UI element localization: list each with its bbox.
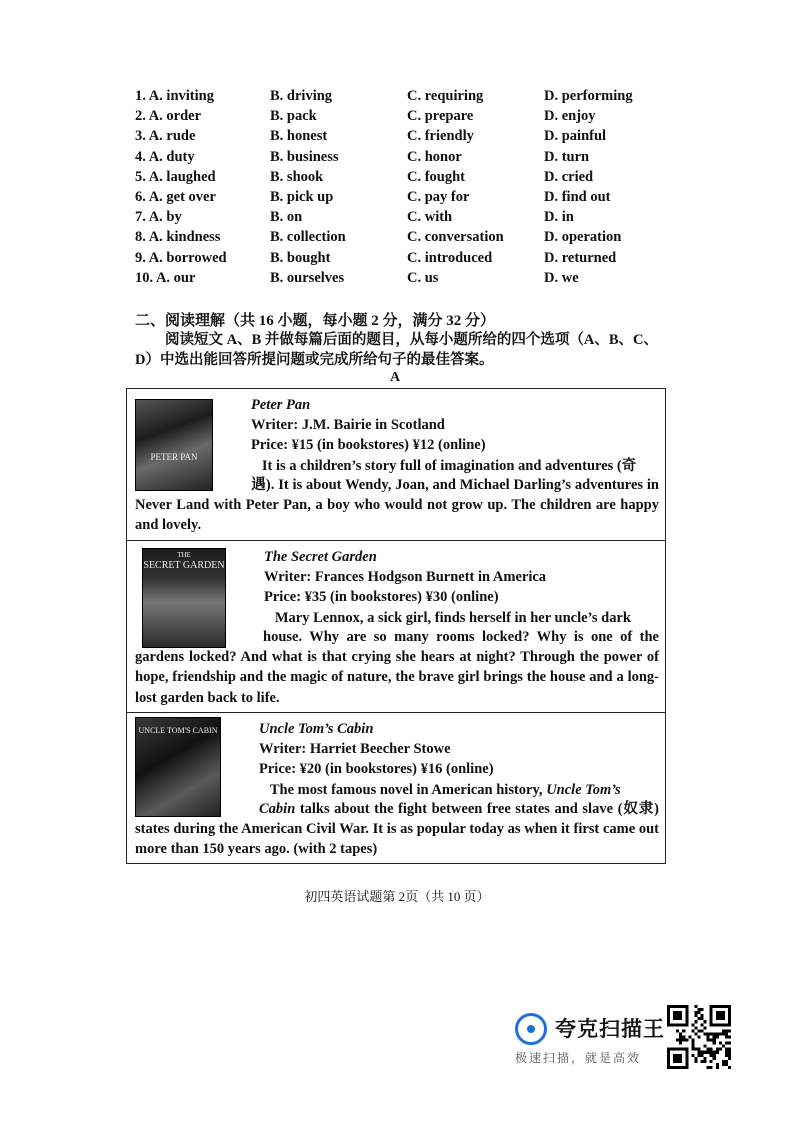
- option-choice: B. bought: [270, 249, 331, 266]
- option-choice: D. find out: [544, 188, 611, 205]
- option-choice: C. conversation: [407, 229, 504, 246]
- option-choice: D. we: [544, 269, 579, 286]
- option-choice: 8. A. kindness: [135, 229, 221, 246]
- brand-tagline: 极速扫描，就是高效: [515, 1051, 642, 1065]
- desc-line: Mary Lennox, a sick girl, finds herself in her uncle’s dark: [274, 609, 631, 626]
- option-choice: C. fought: [407, 168, 466, 185]
- cover-title: SECRET GARDEN: [143, 560, 225, 571]
- option-choice: D. turn: [544, 148, 590, 165]
- option-choice: C. prepare: [407, 108, 474, 125]
- question-option-row: [135, 88, 695, 108]
- option-choice: B. honest: [270, 128, 328, 145]
- book-table: [126, 388, 666, 864]
- cover-small-text: THE: [177, 551, 191, 559]
- option-choice: 7. A. by: [135, 209, 182, 226]
- book-description: [135, 627, 659, 708]
- quark-logo-icon: [515, 1013, 547, 1045]
- option-choice: C. us: [407, 269, 439, 286]
- option-choice: C. friendly: [407, 128, 474, 145]
- option-choice: B. business: [270, 148, 339, 165]
- desc-line: It is a children’s story full of imagination and adventures (奇: [261, 457, 637, 474]
- desc-inline-title: Cabin: [259, 801, 296, 817]
- option-choice: 1. A. inviting: [135, 88, 214, 104]
- option-choice: B. ourselves: [270, 269, 345, 286]
- question-option-row: [135, 270, 695, 290]
- question-option-row: [135, 128, 695, 148]
- option-choice: 4. A. duty: [135, 148, 195, 165]
- desc-body: house. Why are so many rooms locked? Why is one of the gardens locked? And what is that crying she hears at night? Through the power of hope, friendship and the magic of nature, the brave girl brings the house and a long-lost garden back to life.: [135, 629, 659, 706]
- option-choice: B. collection: [270, 229, 346, 246]
- book-info: [264, 547, 659, 628]
- question-option-row: [135, 108, 695, 128]
- book-description: [135, 475, 659, 536]
- option-choice: 5. A. laughed: [135, 168, 216, 185]
- book-desc-first-line: [259, 780, 659, 800]
- book-entry-secret-garden: [127, 541, 665, 713]
- answer-options: [135, 88, 695, 290]
- book-title: The Secret Garden: [264, 549, 377, 565]
- question-option-row: [135, 250, 695, 270]
- book-price: Price: ¥20 (in bookstores) ¥16 (online): [259, 761, 494, 778]
- option-choice: 2. A. order: [135, 108, 202, 125]
- section-heading: 二、阅读理解（共 16 小题，每小题 2 分，满分 32 分）: [135, 313, 496, 329]
- cover-title: UNCLE TOM'S CABIN: [138, 726, 218, 735]
- book-title: Uncle Tom’s Cabin: [259, 721, 374, 737]
- option-choice: D. operation: [544, 229, 622, 246]
- option-choice: 3. A. rude: [135, 128, 196, 145]
- page-footer: 初四英语试题第 2页（共 10 页）: [304, 889, 490, 904]
- question-option-row: [135, 229, 695, 249]
- brand-name: 夸克扫描王: [555, 1017, 665, 1041]
- question-option-row: [135, 149, 695, 169]
- book-title: Peter Pan: [251, 397, 311, 413]
- option-choice: B. on: [270, 209, 303, 226]
- option-choice: B. pick up: [270, 188, 334, 205]
- option-choice: B. pack: [270, 108, 317, 125]
- option-choice: D. cried: [544, 168, 594, 185]
- book-writer: Writer: Frances Hodgson Burnett in America: [264, 569, 547, 586]
- book-info: [259, 719, 659, 800]
- desc-line: The most famous novel in American history,: [269, 781, 547, 798]
- option-choice: C. honor: [407, 148, 462, 165]
- option-choice: C. with: [407, 209, 453, 226]
- option-choice: D. enjoy: [544, 108, 596, 125]
- book-price: Price: ¥35 (in bookstores) ¥30 (online): [264, 589, 499, 606]
- option-choice: C. pay for: [407, 188, 470, 205]
- option-choice: B. driving: [270, 88, 333, 104]
- option-choice: 6. A. get over: [135, 188, 216, 205]
- option-choice: D. painful: [544, 128, 607, 145]
- option-choice: D. performing: [544, 88, 633, 104]
- book-writer: Writer: Harriet Beecher Stowe: [259, 741, 451, 758]
- book-entry-uncle-toms-cabin: [127, 713, 665, 863]
- passage-label: A: [390, 370, 401, 385]
- desc-body: talks about the fight between free states and slave (奴隶) states during the American Civil War. It is as popular today as when it first came out more than 150 years ago. (with 2 tapes): [135, 801, 659, 858]
- option-choice: D. in: [544, 209, 574, 226]
- option-choice: 10. A. our: [135, 269, 196, 286]
- book-writer: Writer: J.M. Bairie in Scotland: [251, 417, 445, 434]
- option-choice: D. returned: [544, 249, 617, 266]
- desc-body: 遇). It is about Wendy, Joan, and Michael Darling’s adventures in Never Land with Peter Pan, a boy who would not grow up. The children are happy and lovely.: [135, 477, 659, 534]
- section-instructions: 阅读短文 A、B 并做每篇后面的题目，从每小题所给的四个选项（A、B、C、D）中选出能回答所提问题或完成所给句子的最佳答案。: [135, 332, 659, 368]
- option-choice: B. shook: [270, 168, 324, 185]
- book-entry-peter-pan: [127, 389, 665, 541]
- qr-code-icon: [667, 1005, 731, 1069]
- option-choice: 9. A. borrowed: [135, 249, 227, 266]
- book-desc-first-line: [264, 608, 659, 628]
- desc-inline-title: Uncle Tom’s: [546, 781, 621, 798]
- book-description: [135, 799, 659, 860]
- question-option-row: [135, 169, 695, 189]
- book-price: Price: ¥15 (in bookstores) ¥12 (online): [251, 437, 486, 454]
- book-desc-first-line: [251, 456, 659, 476]
- question-option-row: [135, 209, 695, 229]
- book-info: [251, 395, 659, 476]
- option-choice: C. requiring: [407, 88, 484, 104]
- cover-title: PETER PAN: [150, 452, 198, 462]
- question-option-row: [135, 189, 695, 209]
- option-choice: C. introduced: [407, 249, 493, 266]
